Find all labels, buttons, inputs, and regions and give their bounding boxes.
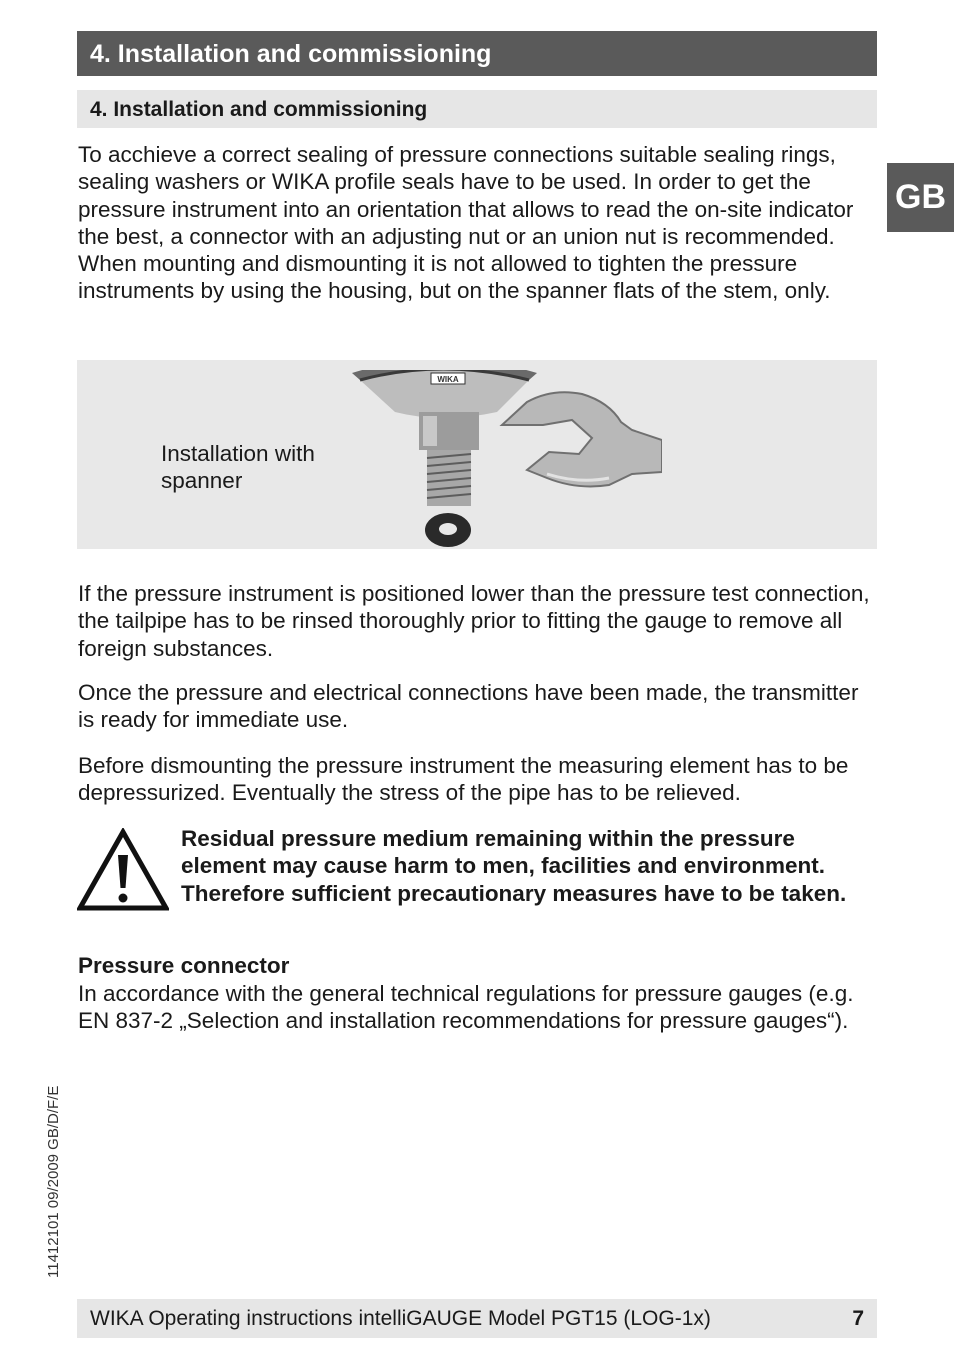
section-title: 4. Installation and commissioning <box>77 90 877 128</box>
sealing-paragraph: To acchieve a correct sealing of pressure connections suitable sealing rings, sealing washers or WIKA profile seals have to be used. In order to get the pressure instrument into an orientation that allows to read the on-site indicator the best, a connector with an adjusting nut or an union nut is recommended. When mounting and dismounting it is not allowed to tighten the pressure instruments by using the housing, but on the spanner flats of the stem, only. <box>78 142 854 304</box>
footer-text: WIKA Operating instructions intelliGAUGE Model PGT15 (LOG-1x) <box>90 1307 711 1330</box>
language-tab: GB <box>887 163 954 232</box>
connector-paragraph: In accordance with the general technical regulations for pressure gauges (e.g. EN 837-2 „Selection and installation recommendations for pressure gauges“). <box>78 981 854 1034</box>
footer <box>77 1299 877 1338</box>
figure-caption: Installation with spanner <box>161 441 315 494</box>
ready-paragraph: Once the pressure and electrical connections have been made, the transmitter is ready for immediate use. <box>78 680 859 733</box>
pressure-connector-heading: Pressure connector <box>78 953 290 978</box>
wika-logo: WIKA <box>437 375 459 384</box>
warning-text: Residual pressure medium remaining within the pressure element may cause harm to men, facilities and environment. Therefore sufficient precautionary measures have to be taken. <box>181 826 847 906</box>
page-number: 7 <box>852 1307 864 1330</box>
document-code: 11412101 09/2009 GB/D/F/E <box>45 1085 62 1278</box>
rinse-paragraph: If the pressure instrument is positioned lower than the pressure test connection, the tailpipe has to be rinsed thoroughly prior to fitting the gauge to remove all foreign substances. <box>78 581 870 661</box>
warning-triangle-icon <box>77 828 169 912</box>
gauge-spanner-image <box>347 370 662 549</box>
chapter-title: 4. Installation and commissioning <box>77 31 877 76</box>
installation-figure <box>77 360 877 549</box>
dismount-paragraph: Before dismounting the pressure instrument the measuring element has to be depressurized. Eventually the stress of the pipe has to be relieved. <box>78 753 849 806</box>
